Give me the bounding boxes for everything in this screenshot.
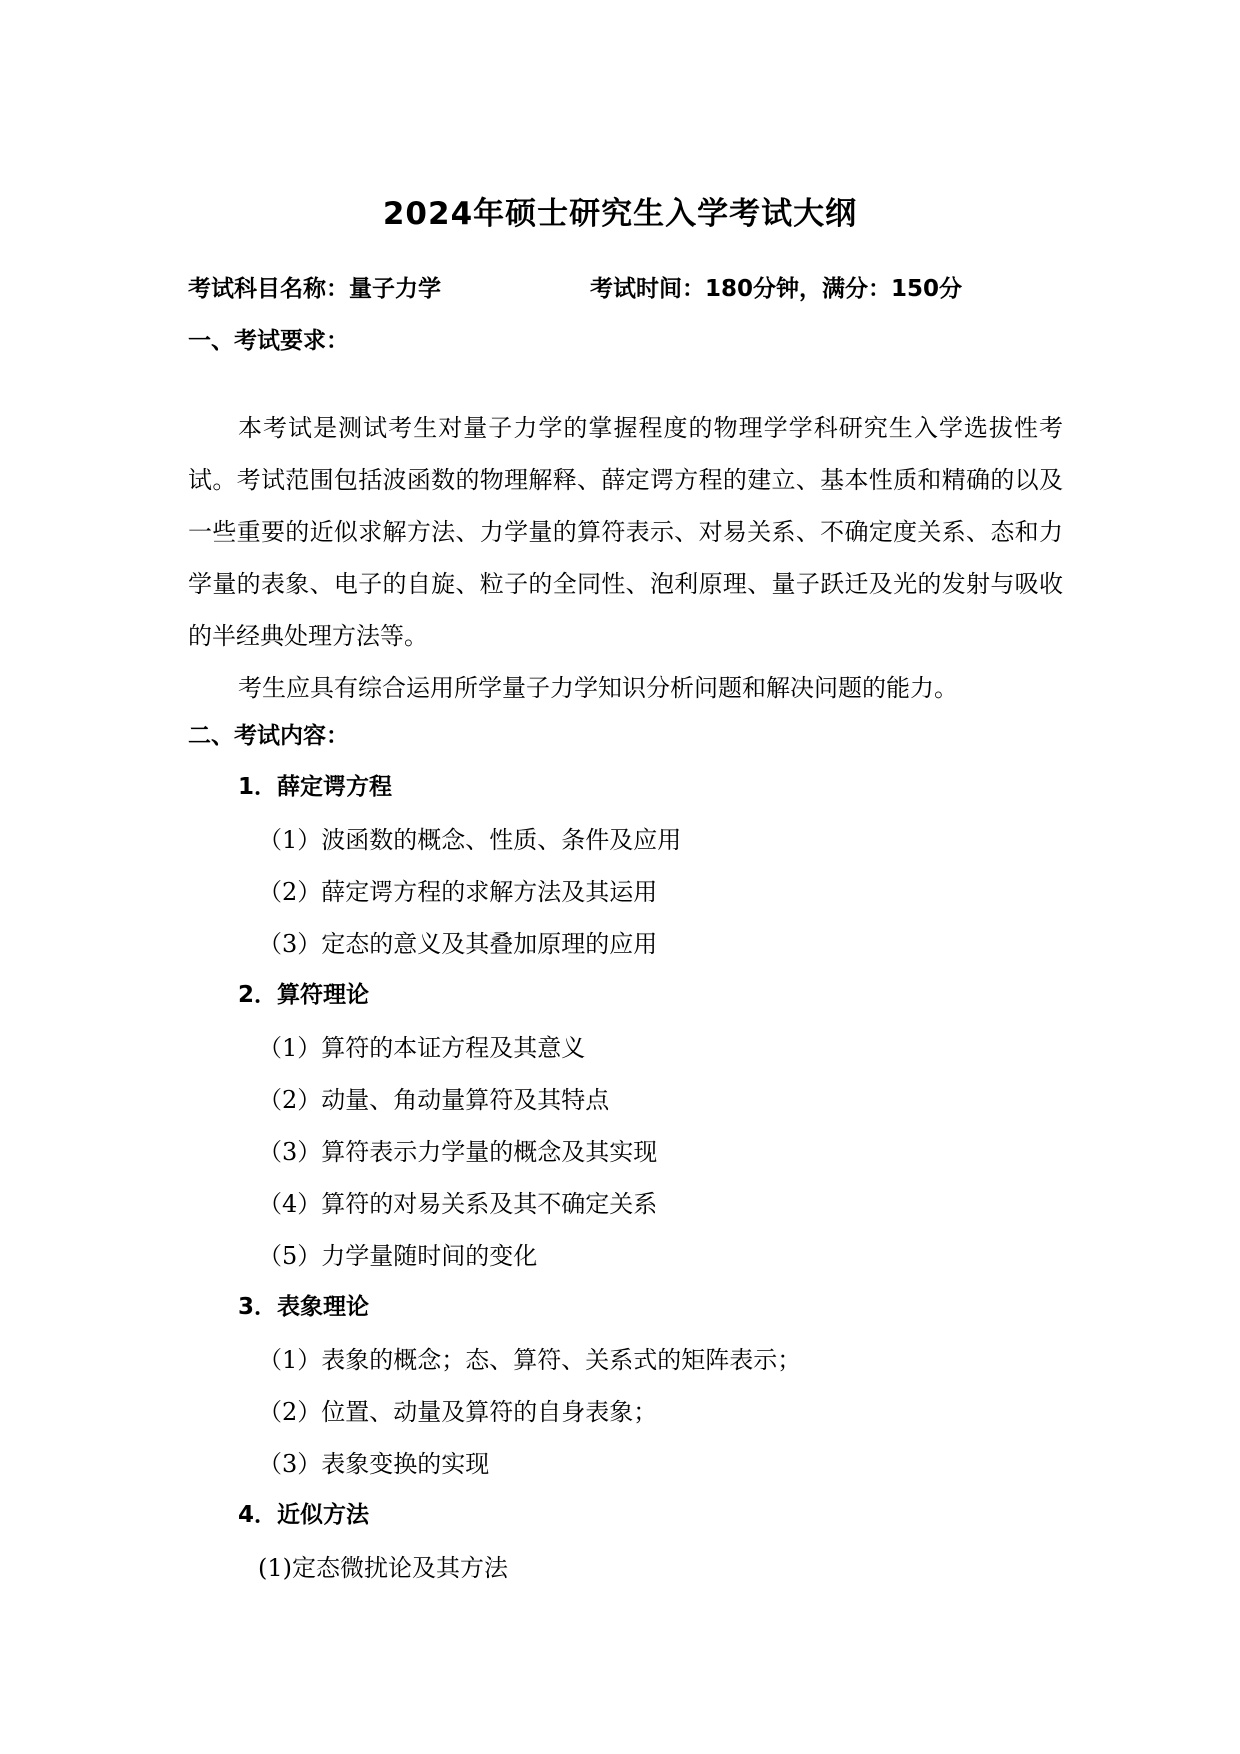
document-title: 2024年硕士研究生入学考试大纲: [382, 196, 858, 232]
topic-heading: 4．近似方法: [238, 1502, 370, 1528]
exam-subject: 考试科目名称：量子力学: [188, 276, 441, 302]
topic-heading: 2．算符理论: [238, 982, 370, 1008]
topic-heading: 3．表象理论: [238, 1294, 370, 1320]
topic-item: （1）表象的概念；态、算符、关系式的矩阵表示；: [258, 1346, 802, 1374]
topic-item: （3）算符表示力学量的概念及其实现: [258, 1138, 658, 1166]
topic-item: (1)定态微扰论及其方法: [258, 1554, 508, 1582]
topic-item: （1）算符的本证方程及其意义: [258, 1034, 586, 1062]
topic-item: （1）波函数的概念、性质、条件及应用: [258, 826, 682, 854]
topic-item: （2）位置、动量及算符的自身表象；: [258, 1398, 658, 1426]
topic-item: （3）表象变换的实现: [258, 1450, 490, 1478]
topic-item: （4）算符的对易关系及其不确定关系: [258, 1190, 658, 1218]
topic-item: （5）力学量随时间的变化: [258, 1242, 538, 1270]
requirements-text: [188, 402, 1063, 714]
requirements-paragraph: 考生应具有综合运用所学量子力学知识分析问题和解决问题的能力。: [238, 674, 958, 702]
topic-item: （3）定态的意义及其叠加原理的应用: [258, 930, 658, 958]
requirements-paragraph: 本考试是测试考生对量子力学的掌握程度的物理学学科研究生入学选拔性考试。考试范围包括波函数的物理解释、薛定谔方程的建立、基本性质和精确的以及一些重要的近似求解方法、力学量的算符表示、对易关系、不确定度关系、态和力学量的表象、电子的自旋、粒子的全同性、泡利原理、量子跃迁及光的发射与吸收的半经典处理方法等。: [188, 414, 1063, 650]
section-heading-content: 二、考试内容：: [188, 723, 349, 749]
topic-item: （2）动量、角动量算符及其特点: [258, 1086, 610, 1114]
section-heading-requirements: 一、考试要求：: [188, 328, 349, 354]
topic-heading: 1．薛定谔方程: [238, 774, 393, 800]
exam-time-score: 考试时间：180分钟，满分：150分: [590, 276, 963, 302]
topic-item: （2）薛定谔方程的求解方法及其运用: [258, 878, 658, 906]
